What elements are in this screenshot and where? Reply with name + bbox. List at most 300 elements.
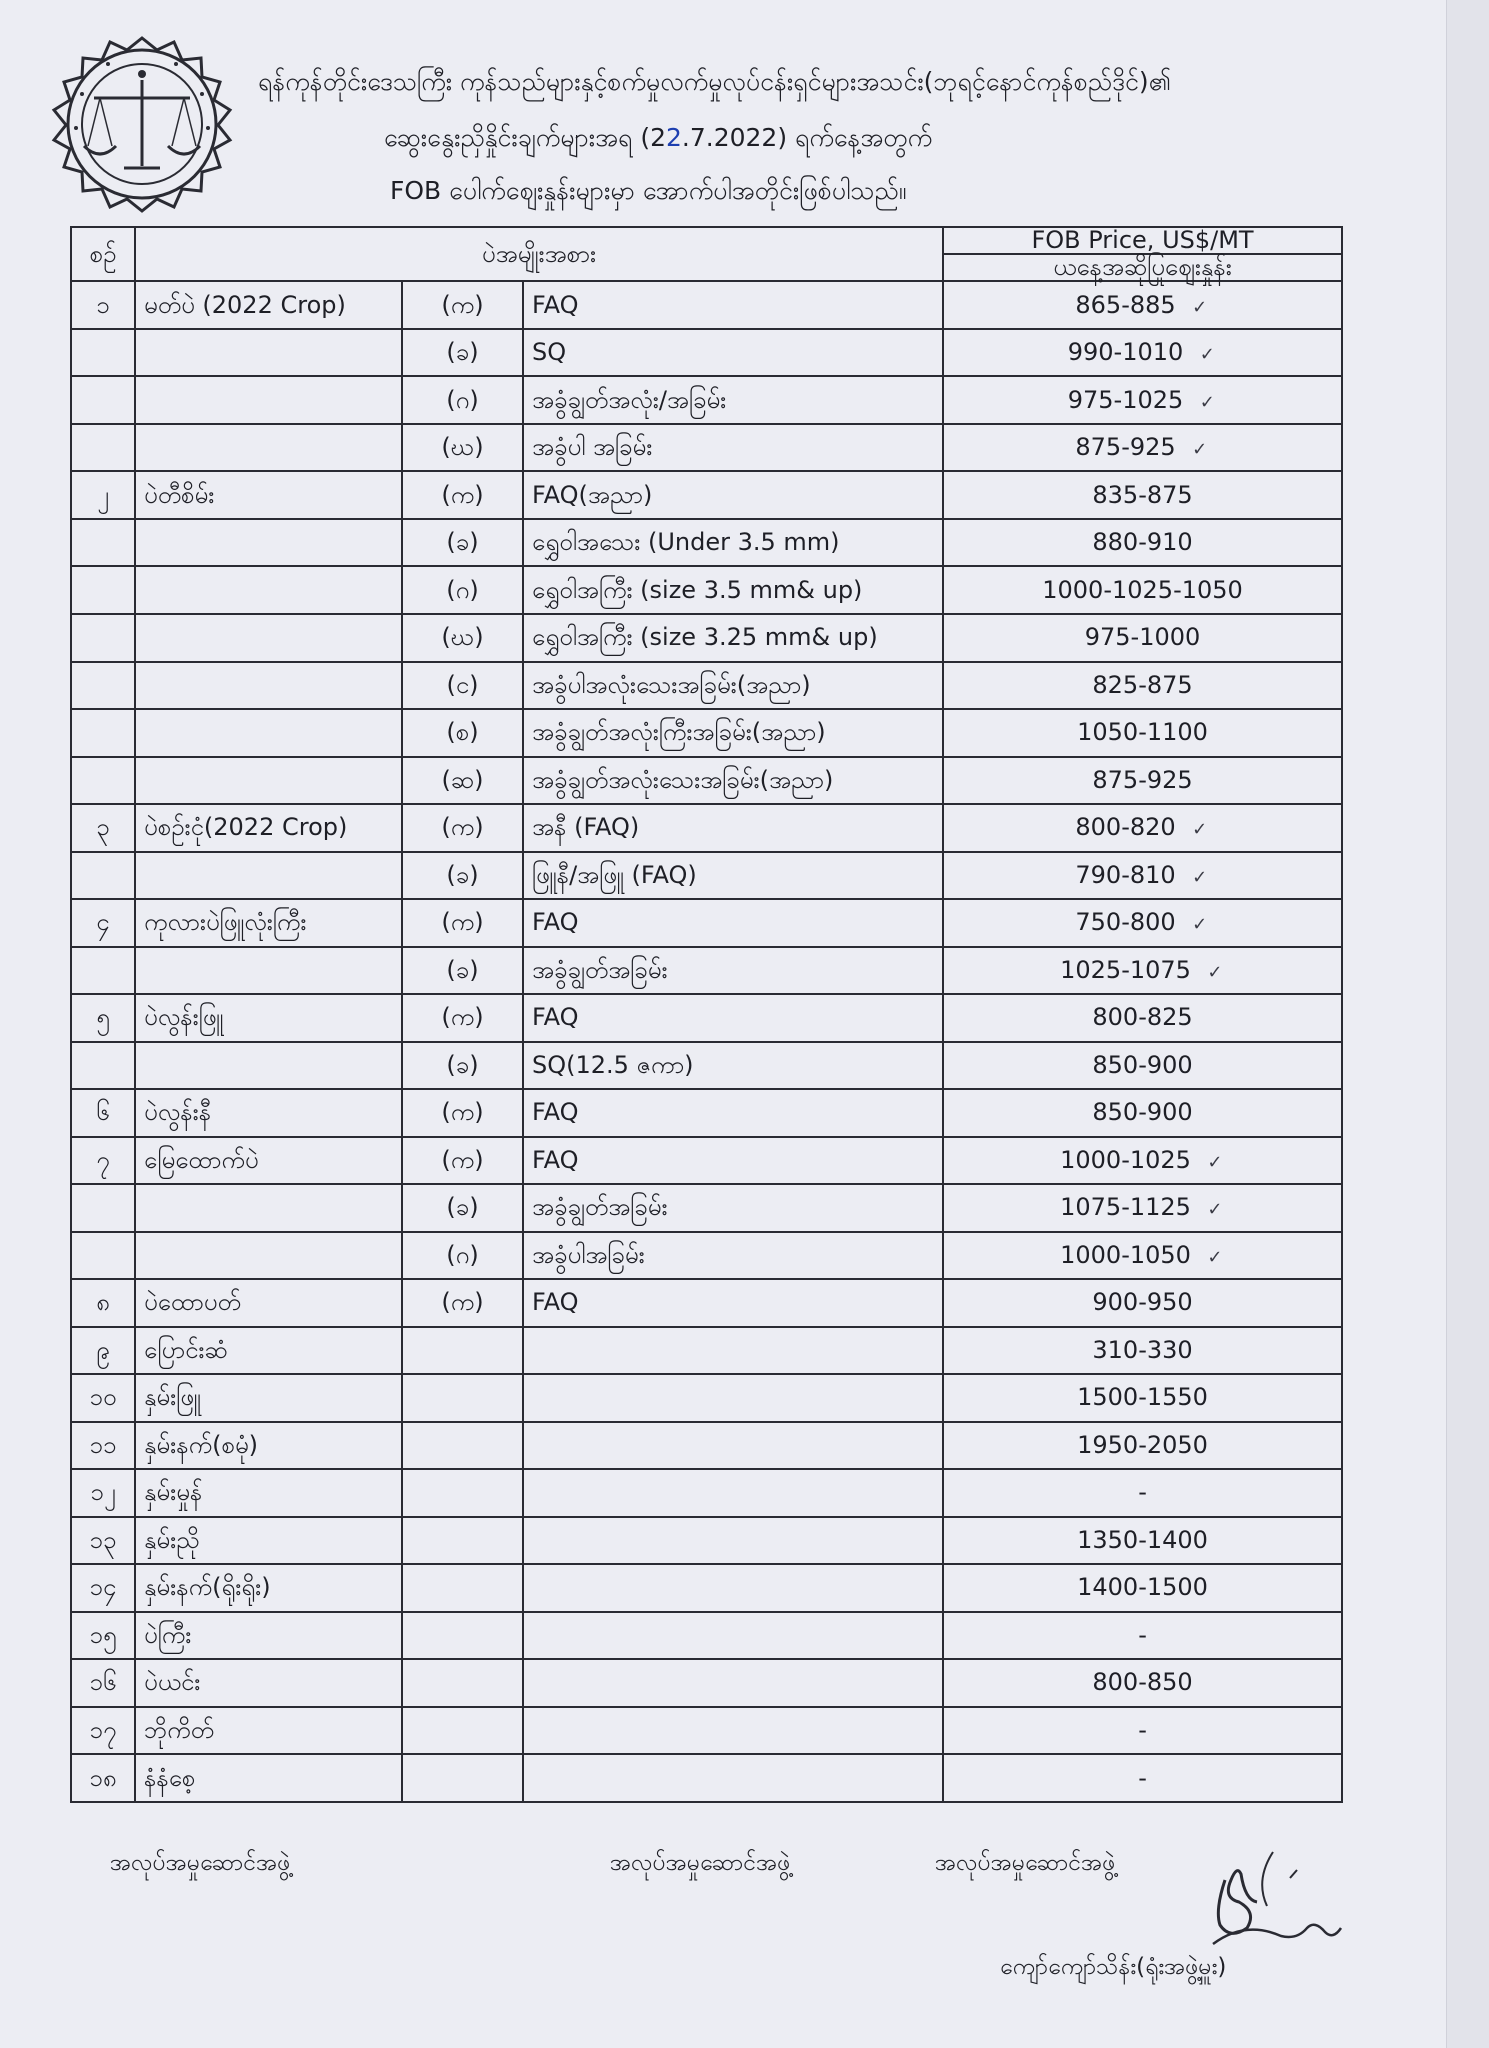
price-cell <box>943 1232 1342 1280</box>
item-name <box>135 424 402 472</box>
grade <box>523 519 943 567</box>
row-number <box>71 757 135 805</box>
row-number-text: ၁၅ <box>89 1620 117 1649</box>
item-name-text: ပဲလွန်းဖြူ <box>144 1003 224 1032</box>
sub-label-text: (ဂ) <box>446 385 479 414</box>
column-header-no: စဉ် <box>71 227 135 281</box>
row-number <box>71 1232 135 1280</box>
price-cell-text: 800-820 <box>1075 813 1176 842</box>
price-cell <box>943 804 1342 852</box>
column-header-price: FOB Price, US$/MT <box>943 227 1342 254</box>
sub-label <box>402 329 523 377</box>
grade <box>523 1232 943 1280</box>
sub-label-text: (ဃ) <box>441 433 484 462</box>
sub-label-text: (ဆ) <box>441 765 484 794</box>
item-name-text: ပြောင်းဆံ <box>144 1335 228 1364</box>
price-cell <box>943 1137 1342 1185</box>
price-cell-text: 900-950 <box>1092 1288 1193 1317</box>
item-name-text: ဘိုကိတ် <box>144 1716 214 1744</box>
item-name <box>135 1232 402 1280</box>
grade-text: ရွှေဝါအသေး (Under 3.5 mm) <box>532 528 840 557</box>
grade-text: FAQ <box>532 1145 579 1174</box>
sub-label <box>402 1327 523 1375</box>
table-row <box>71 424 1342 472</box>
sub-label-text: (က) <box>441 908 484 937</box>
item-name <box>135 899 402 947</box>
item-name-text: နှမ်းနက်(စမုံ) <box>144 1430 259 1459</box>
grade <box>523 1517 943 1565</box>
item-name <box>135 757 402 805</box>
item-name <box>135 1422 402 1470</box>
row-number <box>71 709 135 757</box>
table-row <box>71 471 1342 519</box>
header-line-1: ရန်ကုန်တိုင်းဒေသကြီး ကုန်သည်များနှင့်စက်မှုလက်မှုလုပ်ငန်းရှင်များအသင်း(ဘုရင့်နောင်ကုန်စည်ဒိုင်)၏ <box>258 67 1171 96</box>
price-cell-text: - <box>1138 1763 1147 1792</box>
sub-label-text: (ခ) <box>446 528 479 557</box>
item-name <box>135 1279 402 1327</box>
grade-text: FAQ <box>532 1288 579 1317</box>
item-name-text: ပဲကြီး <box>144 1620 192 1649</box>
price-cell <box>943 852 1342 900</box>
price-cell <box>943 1612 1342 1660</box>
price-cell <box>943 1659 1342 1707</box>
item-name <box>135 1137 402 1185</box>
row-number-text: ၇ <box>96 1145 110 1174</box>
table-row <box>71 709 1342 757</box>
row-number <box>71 1564 135 1612</box>
sub-label-text: (က) <box>441 290 484 319</box>
check-mark-icon: ✓ <box>1207 961 1223 983</box>
sub-label <box>402 566 523 614</box>
grade <box>523 1754 943 1802</box>
table-row <box>71 1707 1342 1755</box>
item-name <box>135 281 402 329</box>
sub-label <box>402 757 523 805</box>
table-row <box>71 1042 1342 1090</box>
grade <box>523 662 943 710</box>
item-name <box>135 519 402 567</box>
row-number-text: ၁၃ <box>89 1525 117 1554</box>
grade-text: အခွံချွတ်အခြမ်း <box>532 1193 668 1222</box>
row-number-text: ၁၇ <box>89 1716 117 1744</box>
header-line-2 <box>384 122 932 159</box>
table-row <box>71 281 1342 329</box>
table-row <box>71 1517 1342 1565</box>
row-number <box>71 899 135 947</box>
sub-label <box>402 281 523 329</box>
table-row <box>71 852 1342 900</box>
header-line-2-pre: ဆွေးနွေးညှိနှိုင်းချက်များအရ (2 <box>384 123 666 152</box>
grade <box>523 1564 943 1612</box>
price-cell <box>943 1042 1342 1090</box>
grade-text: FAQ <box>532 1098 579 1127</box>
table-row <box>71 1422 1342 1470</box>
sub-label-text: (က) <box>441 1003 484 1032</box>
sub-label-text: (စ) <box>446 718 479 747</box>
item-name-text: နှမ်းညို <box>144 1525 200 1554</box>
price-cell <box>943 614 1342 662</box>
check-mark-icon: ✓ <box>1192 914 1208 936</box>
sub-label-text: (င) <box>446 670 479 699</box>
item-name <box>135 1184 402 1232</box>
row-number <box>71 1517 135 1565</box>
sub-label <box>402 1517 523 1565</box>
page-edge <box>1446 0 1489 2048</box>
item-name-text: ပဲထောပတ် <box>144 1288 241 1317</box>
item-name-text: နှမ်းနက်(ရိုးရိုး) <box>144 1573 271 1602</box>
table-row <box>71 1232 1342 1280</box>
sub-label-text: (ခ) <box>446 1193 479 1222</box>
sub-label <box>402 1042 523 1090</box>
grade-text: ဖြူနီ/အဖြူ (FAQ) <box>532 860 697 889</box>
table-row <box>71 1612 1342 1660</box>
grade <box>523 1707 943 1755</box>
item-name <box>135 329 402 377</box>
item-name <box>135 471 402 519</box>
row-number <box>71 471 135 519</box>
table-row <box>71 566 1342 614</box>
sub-label-text: (ခ) <box>446 338 479 367</box>
table-row <box>71 1374 1342 1422</box>
sub-label-text: (ဃ) <box>441 623 484 652</box>
item-name-text: ပဲတီစိမ်း <box>144 480 215 509</box>
grade-text: အနီ (FAQ) <box>532 813 640 842</box>
item-name <box>135 1659 402 1707</box>
grade <box>523 1042 943 1090</box>
row-number <box>71 566 135 614</box>
price-cell <box>943 1327 1342 1375</box>
price-cell <box>943 1374 1342 1422</box>
item-name-text: မြေထောက်ပဲ <box>144 1145 259 1174</box>
sub-label-text: (က) <box>441 1145 484 1174</box>
sub-label <box>402 1232 523 1280</box>
signature-label-1: အလုပ်အမှုဆောင်အဖွဲ့ <box>110 1850 291 1876</box>
row-number-text: ၁၁ <box>89 1430 117 1459</box>
price-cell-text: - <box>1138 1716 1147 1744</box>
grade-text: SQ <box>532 338 567 367</box>
row-number <box>71 1754 135 1802</box>
row-number-text: ၃ <box>96 813 110 842</box>
row-number-text: ၅ <box>96 1003 110 1032</box>
item-name <box>135 1042 402 1090</box>
row-number <box>71 376 135 424</box>
row-number <box>71 852 135 900</box>
check-mark-icon: ✓ <box>1207 1151 1223 1173</box>
item-name <box>135 852 402 900</box>
price-table-body <box>71 281 1342 1802</box>
price-cell <box>943 566 1342 614</box>
price-cell-text: 1400-1500 <box>1077 1573 1208 1602</box>
price-cell-text: 835-875 <box>1092 480 1193 509</box>
price-cell-text: 850-900 <box>1092 1050 1193 1079</box>
check-mark-icon: ✓ <box>1199 391 1215 413</box>
price-cell-text: 310-330 <box>1092 1335 1193 1364</box>
header-line-2-post: .7.2022) ရက်နေ့အတွက် <box>681 123 933 152</box>
grade <box>523 804 943 852</box>
price-cell <box>943 1089 1342 1137</box>
handwritten-signature-icon <box>1185 1840 1355 1960</box>
price-cell-text: 1500-1550 <box>1077 1383 1208 1412</box>
grade <box>523 947 943 995</box>
grade-text: အခွံချွတ်အလုံးသေးအခြမ်း(အညာ) <box>532 765 834 794</box>
row-number-text: ၁၀ <box>89 1383 117 1412</box>
sub-label <box>402 614 523 662</box>
sub-label <box>402 662 523 710</box>
sub-label <box>402 376 523 424</box>
sub-label <box>402 1184 523 1232</box>
price-cell <box>943 662 1342 710</box>
item-name <box>135 566 402 614</box>
header-line-3: FOB ပေါက်ဈေးနှုန်းများမှာ အောက်ပါအတိုင်းဖြစ်ပါသည်။ <box>390 176 907 205</box>
grade-text: အခွံချွတ်အခြမ်း <box>532 955 668 984</box>
price-cell <box>943 1184 1342 1232</box>
row-number-text: ၁၂ <box>90 1478 116 1507</box>
item-name <box>135 994 402 1042</box>
grade <box>523 899 943 947</box>
item-name <box>135 614 402 662</box>
price-cell-text: 790-810 <box>1075 860 1176 889</box>
sub-label <box>402 1707 523 1755</box>
price-cell-text: 875-925 <box>1075 433 1176 462</box>
row-number <box>71 1279 135 1327</box>
table-row <box>71 1279 1342 1327</box>
price-cell-text: 800-850 <box>1092 1668 1193 1697</box>
table-row <box>71 376 1342 424</box>
item-name <box>135 1327 402 1375</box>
row-number-text: ၉ <box>96 1335 110 1364</box>
grade <box>523 709 943 757</box>
grade-text: SQ(12.5 ဇကာ) <box>532 1050 694 1079</box>
row-number <box>71 1469 135 1517</box>
row-number-text: ၂ <box>97 480 109 509</box>
sub-label-text: (က) <box>441 480 484 509</box>
price-cell-text: 1050-1100 <box>1077 718 1208 747</box>
table-row <box>71 1137 1342 1185</box>
price-cell <box>943 1754 1342 1802</box>
price-cell <box>943 1469 1342 1517</box>
sub-label <box>402 1612 523 1660</box>
sub-label <box>402 1564 523 1612</box>
price-cell-text: 1025-1075 <box>1060 955 1191 984</box>
price-cell-text: 880-910 <box>1092 528 1193 557</box>
sub-label <box>402 852 523 900</box>
row-number <box>71 329 135 377</box>
row-number <box>71 1089 135 1137</box>
grade <box>523 1612 943 1660</box>
row-number <box>71 1374 135 1422</box>
price-cell-text: 875-925 <box>1092 765 1193 794</box>
price-cell-text: 975-1000 <box>1084 623 1201 652</box>
grade <box>523 1469 943 1517</box>
grade-text: ရွှေဝါအကြီး (size 3.25 mm& up) <box>532 623 878 652</box>
grade-text: FAQ <box>532 290 579 319</box>
item-name <box>135 947 402 995</box>
table-row <box>71 519 1342 567</box>
grade-text: FAQ(အညာ) <box>532 480 653 509</box>
item-name-text: ပဲစဉ်းငုံ(2022 Crop) <box>144 813 348 842</box>
row-number <box>71 424 135 472</box>
price-cell-text: 1350-1400 <box>1077 1525 1208 1554</box>
price-cell-text: 750-800 <box>1075 908 1176 937</box>
check-mark-icon: ✓ <box>1192 296 1208 318</box>
item-name-text: ပဲလွန်းနီ <box>144 1098 212 1127</box>
item-name-text: နှမ်းဖြူ <box>144 1383 201 1412</box>
price-cell <box>943 424 1342 472</box>
sub-label <box>402 899 523 947</box>
price-cell-text: 825-875 <box>1092 670 1193 699</box>
price-cell-text: 975-1025 <box>1067 385 1184 414</box>
grade <box>523 1422 943 1470</box>
check-mark-icon: ✓ <box>1199 344 1215 366</box>
table-row <box>71 994 1342 1042</box>
row-number <box>71 281 135 329</box>
sub-label <box>402 947 523 995</box>
sub-label <box>402 1137 523 1185</box>
price-cell <box>943 709 1342 757</box>
column-header-price-sub: ယနေ့အဆိုပြုဈေးနှုန်း <box>943 254 1342 281</box>
sub-label-text: (ခ) <box>446 860 479 889</box>
sub-label <box>402 1374 523 1422</box>
row-number-text: ၁ <box>96 290 110 319</box>
table-row <box>71 804 1342 852</box>
table-row <box>71 1184 1342 1232</box>
table-row <box>71 947 1342 995</box>
table-row <box>71 1089 1342 1137</box>
grade <box>523 471 943 519</box>
grade-text: အခွံပါအခြမ်း <box>532 1240 645 1269</box>
sub-label <box>402 1754 523 1802</box>
row-number-text: ၄ <box>96 908 110 937</box>
table-row <box>71 899 1342 947</box>
item-name <box>135 804 402 852</box>
price-cell-text: 1000-1025 <box>1060 1145 1191 1174</box>
item-name-text: ပဲယင်း <box>144 1668 201 1697</box>
row-number <box>71 1422 135 1470</box>
grade <box>523 376 943 424</box>
price-cell <box>943 329 1342 377</box>
item-name <box>135 1754 402 1802</box>
sub-label-text: (ခ) <box>446 1050 479 1079</box>
row-number-text: ၈ <box>96 1288 110 1317</box>
row-number-text: ၆ <box>96 1098 110 1127</box>
grade-text: FAQ <box>532 908 579 937</box>
table-row <box>71 614 1342 662</box>
row-number <box>71 1659 135 1707</box>
signature-label-2: အလုပ်အမှုဆောင်အဖွဲ့ <box>610 1850 791 1876</box>
table-row <box>71 662 1342 710</box>
column-header-item: ပဲအမျိုးအစား <box>135 227 943 281</box>
grade <box>523 329 943 377</box>
price-cell-text: 1075-1125 <box>1060 1193 1191 1222</box>
row-number-text: ၁၄ <box>89 1573 117 1602</box>
row-number <box>71 614 135 662</box>
price-cell <box>943 994 1342 1042</box>
price-cell-text: - <box>1138 1478 1147 1507</box>
grade-text: အခွံချွတ်အလုံး/အခြမ်း <box>532 385 727 414</box>
sub-label-text: (က) <box>441 1098 484 1127</box>
sub-label <box>402 1279 523 1327</box>
sub-label <box>402 519 523 567</box>
item-name <box>135 1564 402 1612</box>
price-cell <box>943 519 1342 567</box>
price-cell <box>943 1564 1342 1612</box>
date-correction: 2 <box>666 123 682 152</box>
sub-label <box>402 1659 523 1707</box>
item-name <box>135 1374 402 1422</box>
table-row <box>71 757 1342 805</box>
grade-text: အခွံပါအလုံးသေးအခြမ်း(အညာ) <box>532 670 811 699</box>
table-row <box>71 329 1342 377</box>
row-number <box>71 1042 135 1090</box>
sub-label <box>402 1469 523 1517</box>
item-name <box>135 709 402 757</box>
check-mark-icon: ✓ <box>1207 1199 1223 1221</box>
price-cell <box>943 376 1342 424</box>
price-cell <box>943 947 1342 995</box>
item-name <box>135 1707 402 1755</box>
row-number <box>71 1137 135 1185</box>
row-number <box>71 519 135 567</box>
price-cell-text: 800-825 <box>1092 1003 1193 1032</box>
sub-label-text: (က) <box>441 813 484 842</box>
sub-label <box>402 471 523 519</box>
row-number <box>71 804 135 852</box>
row-number <box>71 1184 135 1232</box>
sub-label <box>402 1089 523 1137</box>
price-cell <box>943 1422 1342 1470</box>
table-row <box>71 1754 1342 1802</box>
sub-label <box>402 994 523 1042</box>
grade <box>523 614 943 662</box>
item-name-text: နံနံစေ့ <box>144 1763 196 1792</box>
price-cell-text: 865-885 <box>1075 290 1176 319</box>
row-number <box>71 1707 135 1755</box>
price-cell <box>943 899 1342 947</box>
grade-text: ရွှေဝါအကြီး (size 3.5 mm& up) <box>532 575 863 604</box>
grade <box>523 852 943 900</box>
table-row <box>71 1469 1342 1517</box>
price-cell-text: 1950-2050 <box>1077 1430 1208 1459</box>
price-cell <box>943 471 1342 519</box>
row-number-text: ၁၆ <box>89 1668 117 1697</box>
sub-label-text: (ခ) <box>446 955 479 984</box>
price-cell-text: 990-1010 <box>1067 338 1184 367</box>
signatory-name: ကျော်ကျော်သိန်း(ရုံးအဖွဲ့မှူး) <box>1000 1954 1227 1980</box>
price-cell <box>943 1517 1342 1565</box>
grade-text: အခွံပါ အခြမ်း <box>532 433 653 462</box>
item-name <box>135 662 402 710</box>
item-name <box>135 1517 402 1565</box>
row-number <box>71 994 135 1042</box>
row-number <box>71 947 135 995</box>
price-cell <box>943 1279 1342 1327</box>
table-row <box>71 1327 1342 1375</box>
grade <box>523 1374 943 1422</box>
item-name <box>135 1089 402 1137</box>
grade <box>523 994 943 1042</box>
item-name-text: နှမ်းမှုန် <box>144 1478 203 1507</box>
grade <box>523 1659 943 1707</box>
price-cell <box>943 1707 1342 1755</box>
price-cell-text: 850-900 <box>1092 1098 1193 1127</box>
price-cell <box>943 757 1342 805</box>
grade <box>523 757 943 805</box>
sub-label <box>402 424 523 472</box>
table-row <box>71 1564 1342 1612</box>
grade <box>523 1137 943 1185</box>
signature-label-3: အလုပ်အမှုဆောင်အဖွဲ့ <box>935 1850 1116 1876</box>
grade <box>523 1184 943 1232</box>
